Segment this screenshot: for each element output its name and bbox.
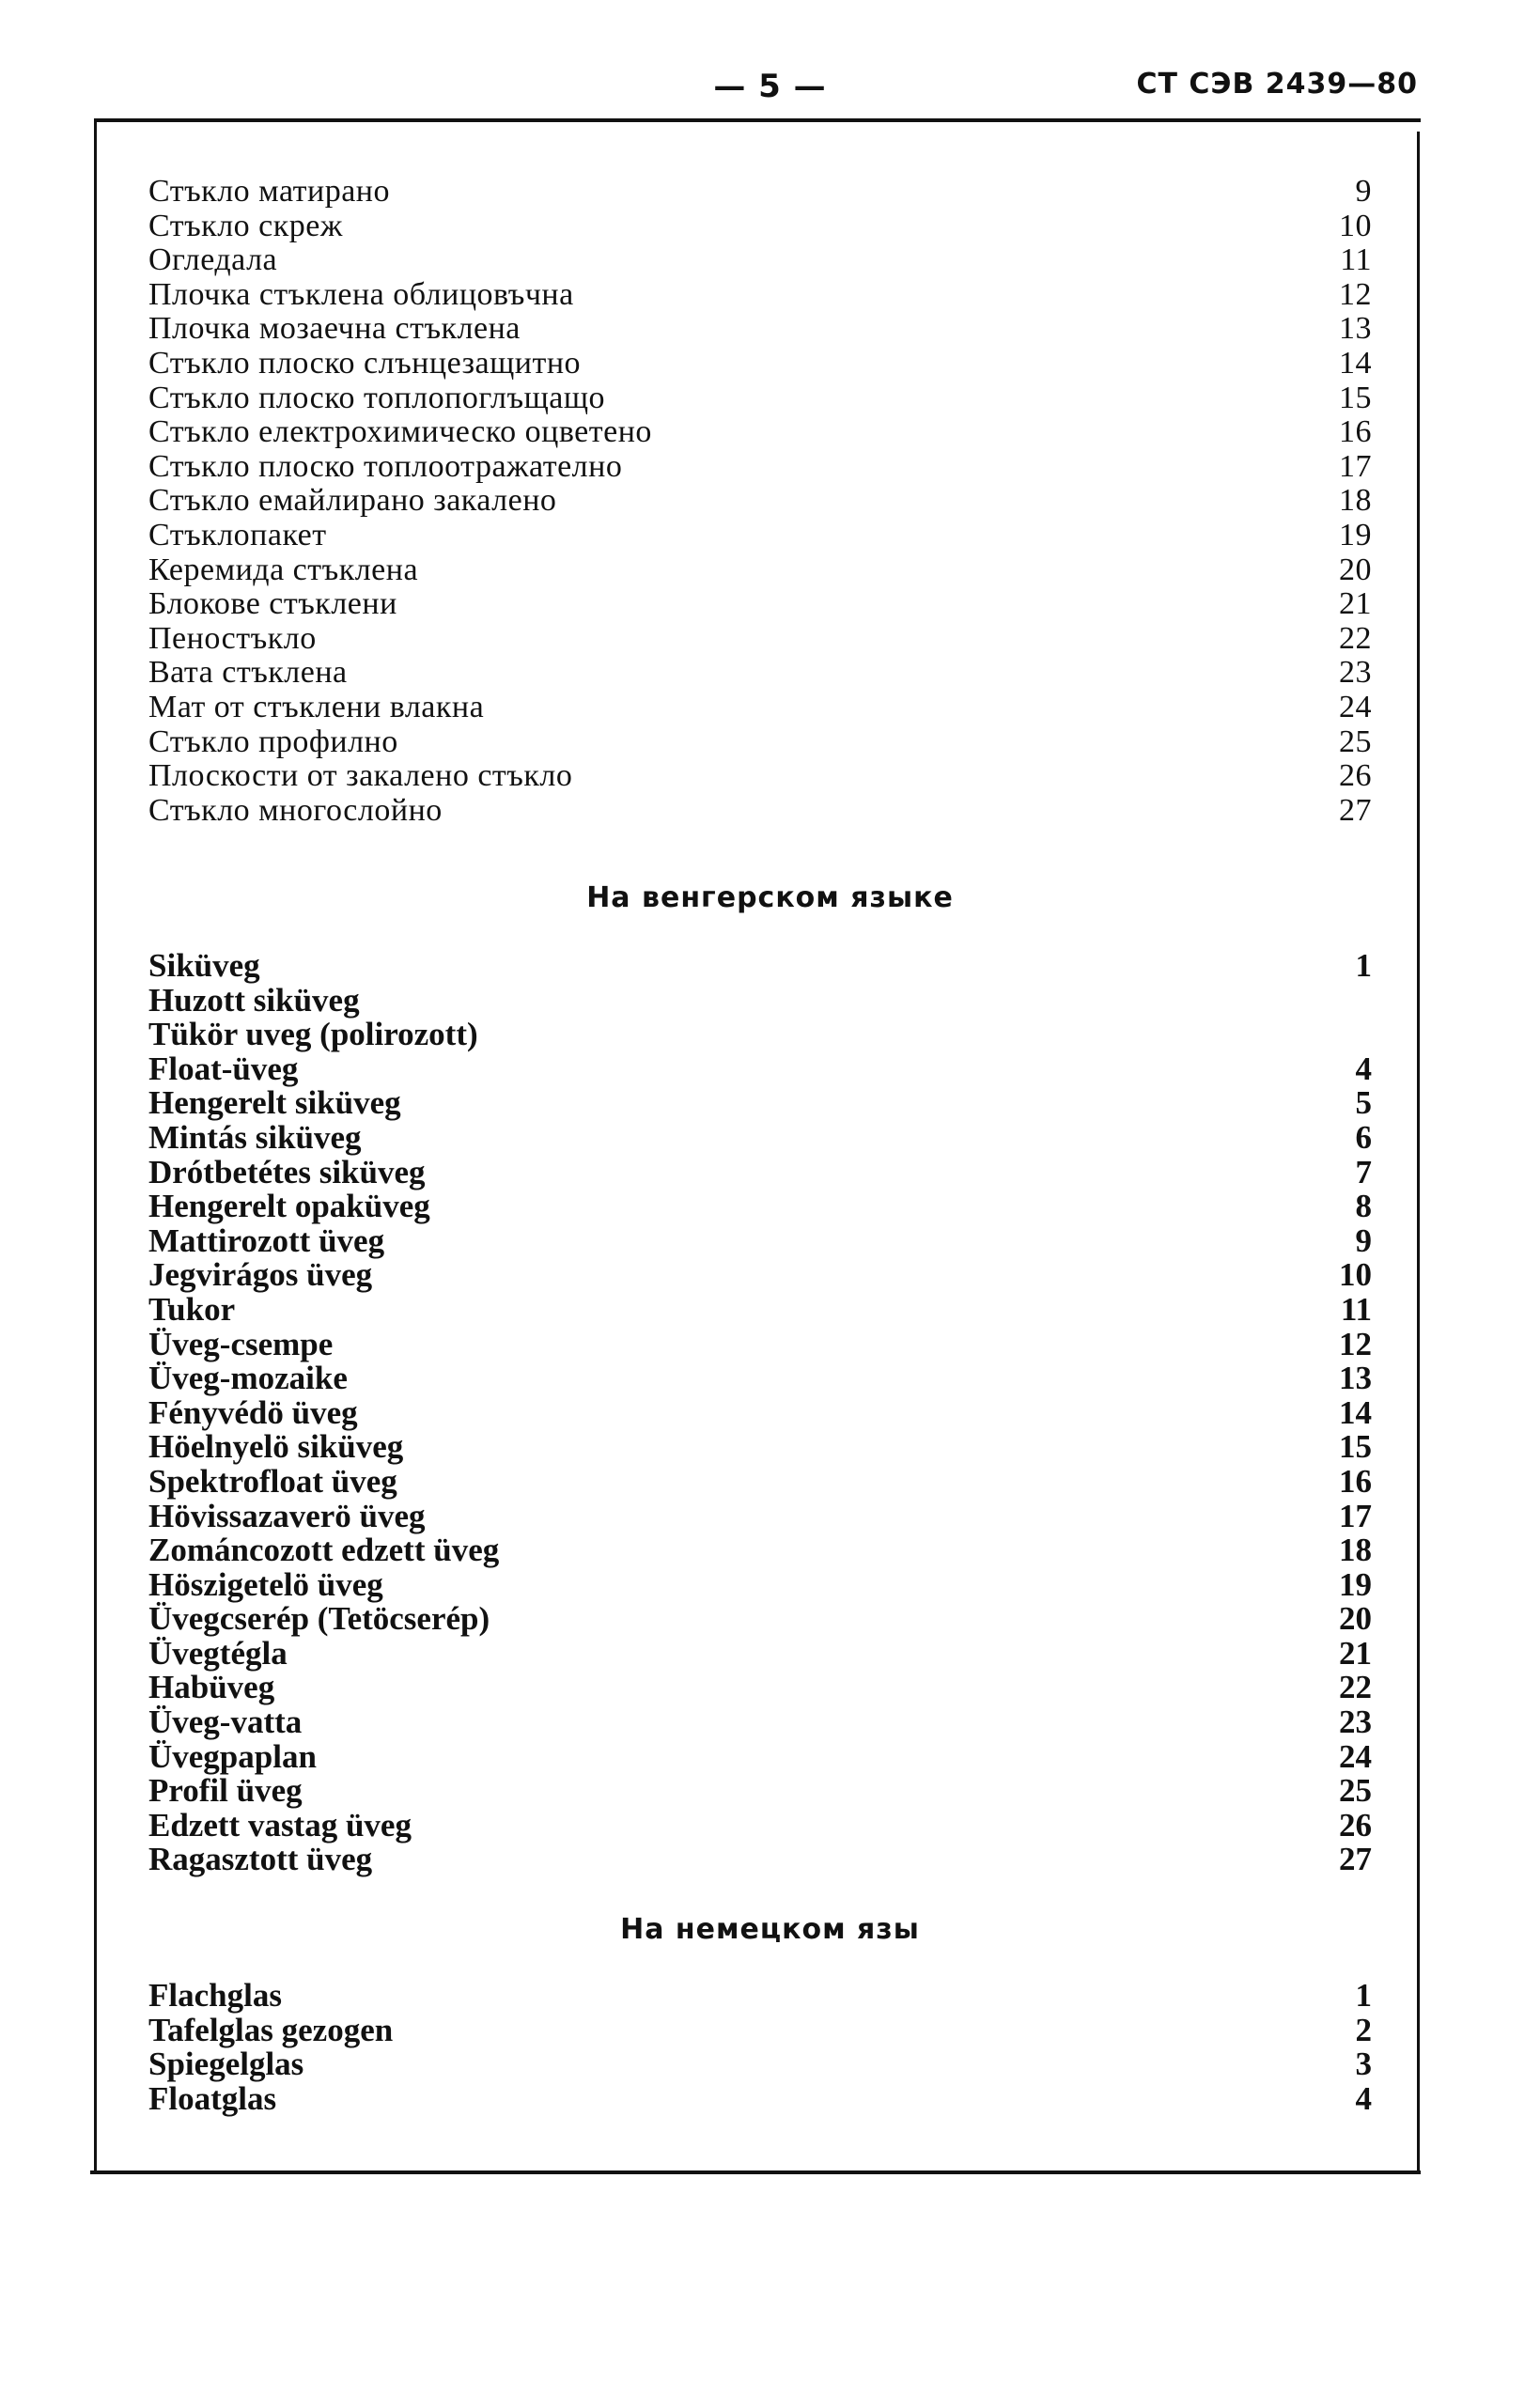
term-row [148,1602,1372,1637]
term-number: 19 [1339,1565,1372,1603]
term-row [148,1565,1372,1603]
term-text: Fényvédö üveg [148,1393,358,1431]
term-row [148,656,1372,691]
term-row [148,759,1372,794]
term-number: 22 [1339,620,1372,656]
term-row [148,725,1372,760]
term-row [148,2047,1372,2082]
term-text: Profil üveg [148,1772,303,1810]
term-row [148,1190,1372,1224]
term-text: Блокове стъклени [148,586,397,622]
frame-bottom-rule [90,2170,1421,2174]
term-text: Стъкло електрохимическо оцветено [148,414,652,450]
hungarian-term-list [148,949,1372,1877]
term-number: 15 [1339,1428,1372,1466]
term-row [148,347,1372,381]
term-text: Spektrofloat üveg [148,1462,397,1500]
term-number: 4 [1355,2079,1372,2117]
page-number: — 5 — [713,68,827,105]
term-row [148,278,1372,313]
term-number: 8 [1355,1188,1372,1225]
term-row [148,1462,1372,1500]
term-text: Плочка мозаечна стъклена [148,311,521,347]
term-number: 21 [1339,586,1372,622]
term-number: 18 [1339,1532,1372,1569]
term-number: 4 [1355,1050,1372,1087]
term-text: Zománcozott edzett üveg [148,1532,500,1569]
term-row [148,2079,1372,2117]
term-number: 7 [1355,1153,1372,1190]
term-number: 2 [1355,2011,1372,2048]
term-number: 1 [1355,947,1372,984]
term-text: Стъкло плоско топлоотражателно [148,448,623,484]
term-number: 6 [1355,1118,1372,1156]
term-number: 25 [1339,1772,1372,1810]
term-row [148,450,1372,485]
term-row [148,381,1372,416]
term-row [148,1705,1372,1740]
term-text: Hengerelt opaküveg [148,1188,430,1225]
term-number: 11 [1340,1290,1372,1328]
term-number: 23 [1339,1704,1372,1741]
term-row [148,1774,1372,1809]
term-number: 17 [1339,448,1372,484]
term-row [148,415,1372,450]
term-row [148,1843,1372,1877]
term-row [148,794,1372,829]
term-text: Стъкло плоско слънцезащитно [148,345,582,381]
term-text: Стъклопакет [148,517,327,552]
term-text: Tükör uveg (polirozott) [148,1016,478,1053]
term-text: Habüveg [148,1669,275,1706]
term-text: Siküveg [148,947,260,984]
term-row [148,1497,1372,1534]
term-number: 21 [1339,1634,1372,1672]
term-row [148,1806,1372,1844]
term-number: 14 [1339,345,1372,381]
term-text: Hengerelt siküveg [148,1084,401,1122]
term-row [148,1325,1372,1362]
term-number: 9 [1355,174,1372,209]
standard-code: СТ СЭВ 2439—80 [1136,68,1418,101]
german-heading: На немецком язы [620,1913,920,1946]
term-row [148,484,1372,519]
term-text: Стъкло многослойно [148,792,443,828]
term-number: 13 [1339,311,1372,347]
term-text: Стъкло емайлирано закалено [148,483,557,519]
term-text: Плоскости от закалено стъкло [148,758,573,794]
term-text: Tafelglas gezogen [148,2011,394,2048]
term-number: 13 [1339,1360,1372,1397]
term-text: Mintás siküveg [148,1118,362,1156]
term-row [148,587,1372,622]
term-number: 11 [1340,242,1372,278]
term-number: 15 [1339,380,1372,415]
term-text: Üvegpaplan [148,1737,317,1775]
term-row [148,691,1372,725]
term-number: 24 [1339,689,1372,724]
term-number: 10 [1339,1256,1372,1294]
term-number: 27 [1339,1841,1372,1878]
term-text: Höszigetelö üveg [148,1565,383,1603]
term-number: 3 [1355,2046,1372,2083]
term-text: Drótbetétes siküveg [148,1153,426,1190]
term-number: 22 [1339,1669,1372,1706]
term-row [148,1634,1372,1672]
term-text: Пеностъкло [148,620,317,656]
term-number: 26 [1339,758,1372,794]
term-row [148,1737,1372,1775]
term-number: 18 [1339,483,1372,519]
frame-top-rule [94,118,1421,122]
term-number: 23 [1339,655,1372,691]
term-row [148,1393,1372,1431]
term-text: Керемида стъклена [148,552,419,587]
term-number: 10 [1339,208,1372,243]
term-text: Вата стъклена [148,655,348,691]
term-text: Tukor [148,1290,236,1328]
term-row [148,1221,1372,1259]
term-text: Огледала [148,242,278,278]
term-text: Huzott siküveg [148,981,360,1019]
term-row [148,1979,1372,2014]
term-number: 24 [1339,1737,1372,1775]
term-row [148,1290,1372,1328]
term-text: Стъкло матирано [148,174,390,209]
term-text: Ragasztott üveg [148,1841,373,1878]
term-number: 25 [1339,723,1372,759]
hungarian-heading: На венгерском языке [586,881,954,914]
term-text: Üvegcserép (Tetöcserép) [148,1600,490,1638]
term-number: 1 [1355,1977,1372,2014]
term-number: 20 [1339,552,1372,587]
term-row [148,553,1372,588]
term-row [148,1118,1372,1156]
term-row [148,1086,1372,1121]
term-number: 16 [1339,414,1372,450]
term-text: Üveg-csempe [148,1325,334,1362]
term-text: Hövissazaverö üveg [148,1497,426,1534]
term-text: Стъкло скреж [148,208,343,243]
term-number: 19 [1339,517,1372,552]
frame-right-rule [1417,132,1420,2174]
term-text: Мат от стъклени влакна [148,689,485,724]
term-row [148,622,1372,657]
term-number: 5 [1355,1084,1372,1122]
frame-left-rule [94,118,97,2174]
term-row [148,1052,1372,1087]
term-row [148,1018,1372,1052]
term-row [148,981,1372,1019]
term-text: Edzett vastag üveg [148,1806,412,1844]
term-text: Üvegtégla [148,1634,288,1672]
term-row [148,1361,1372,1396]
term-number: 9 [1355,1221,1372,1259]
term-number: 20 [1339,1600,1372,1638]
term-row [148,1671,1372,1705]
term-text: Jegvirágos üveg [148,1256,373,1294]
term-text: Üveg-vatta [148,1704,303,1741]
term-text: Spiegelglas [148,2046,304,2083]
term-number: 26 [1339,1806,1372,1844]
term-text: Стъкло профилно [148,723,398,759]
term-row [148,175,1372,210]
term-row [148,519,1372,553]
term-text: Плочка стъклена облицовъчна [148,276,574,312]
term-row [148,2011,1372,2048]
term-text: Üveg-mozaike [148,1360,348,1397]
term-number: 12 [1339,276,1372,312]
term-row [148,243,1372,278]
term-row [148,949,1372,984]
term-row [148,1258,1372,1293]
term-row [148,312,1372,347]
term-text: Höelnyelö siküveg [148,1428,404,1466]
term-number: 14 [1339,1393,1372,1431]
term-number: 27 [1339,792,1372,828]
term-number: 16 [1339,1462,1372,1500]
term-text: Floatglas [148,2079,277,2117]
bulgarian-term-list [148,175,1372,828]
term-text: Float-üveg [148,1050,299,1087]
term-number: 17 [1339,1497,1372,1534]
term-text: Стъкло плоско топлопоглъщащо [148,380,606,415]
term-text: Mattirozott üveg [148,1221,385,1259]
term-row [148,210,1372,244]
german-term-list [148,1979,1372,2116]
term-number: 12 [1339,1325,1372,1362]
term-text: Flachglas [148,1977,282,2014]
term-row [148,1153,1372,1190]
term-row [148,1533,1372,1568]
term-row [148,1430,1372,1465]
